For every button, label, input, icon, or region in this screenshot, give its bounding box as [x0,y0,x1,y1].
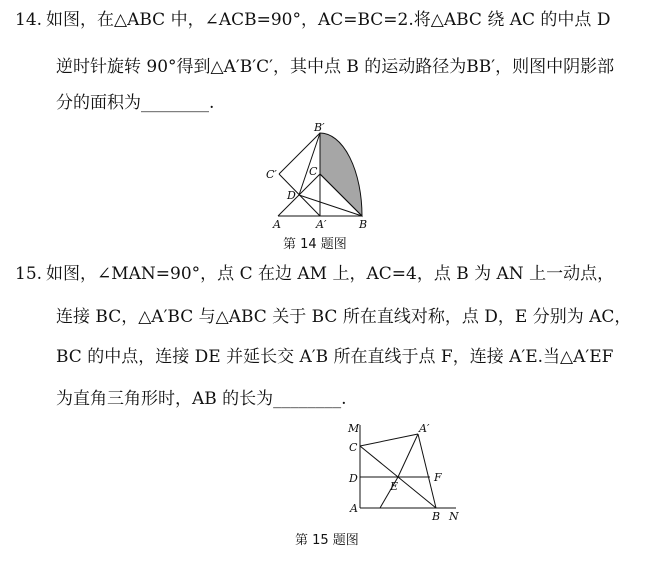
problem-14-text-3: 分的面积为________. [56,93,215,113]
problem-15-text-2: 连接 BC，△A′BC 与△ABC 关于 BC 所在直线对称，点 D，E 分别为 AC， [56,307,632,327]
segment-A-prime-E [398,434,418,477]
problem-15-text-3: BC 的中点，连接 DE 并延长交 A′B 所在直线于点 F，连接 A′E.当△A′EF [56,347,614,367]
problem-14-text-1: 如图，在△ABC 中，∠ACB=90°，AC=BC=2.将△ABC 绕 AC 的中点 D [46,10,611,30]
problem-15-number: 15. [15,264,43,284]
label-M: M [348,422,360,435]
label-C-prime: C′ [266,168,277,181]
label-A: A [273,218,281,231]
label-D: D [349,472,358,485]
label-B: B [359,218,368,231]
label-C: C [309,165,318,178]
problem-15-text-4: 为直角三角形时，AB 的长为________. [56,389,347,409]
segment-CA-prime [360,434,418,446]
label-N: N [449,510,459,523]
label-F: F [434,471,442,484]
label-D: D [287,189,296,202]
problem-14-caption: 第 14 题图 [283,237,347,252]
label-A-prime: A′ [419,422,430,435]
problem-15-text-1: 如图，∠MAN=90°，点 C 在边 AM 上，AC=4，点 B 为 AN 上一动点， [46,264,615,284]
problem-14-text-2: 逆时针旋转 90°得到△A′B′C′，其中点 B 的运动路径为BB′，则图中阴影部 [56,57,615,77]
label-B-prime: B′ [314,121,325,134]
label-A-prime: A′ [316,218,327,231]
problem-15-caption: 第 15 题图 [295,533,359,548]
label-B: B [432,510,441,523]
label-E: E [390,480,399,493]
label-A: A [350,502,358,515]
problem-14-number: 14. [15,10,43,30]
label-C: C [349,441,358,454]
